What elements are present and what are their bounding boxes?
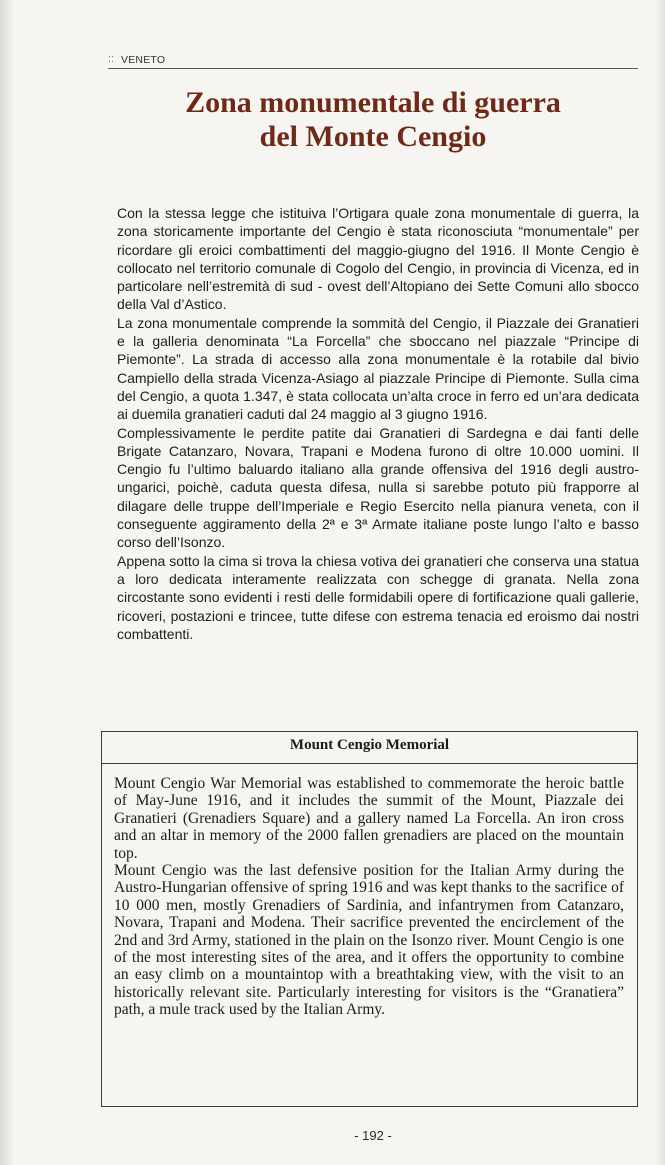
box-paragraph-1: Mount Cengio War Memorial was established to commemorate the heroic battle of May-June 1916, and it includes the summit of the Mount, Piazzale dei Granatieri (Grenadiers Square) and a gallery named La Forcella. An iron cross and an altar in memory of the 2000 fallen grenadiers are placed on the mountain top. — [114, 775, 624, 862]
page-edge-shadow — [655, 0, 665, 1165]
header-marker: :: — [108, 53, 115, 65]
box-divider — [102, 763, 637, 764]
title-line-2: del Monte Cengio — [259, 120, 487, 153]
running-header — [108, 52, 638, 69]
english-summary-box — [101, 731, 638, 1107]
box-text — [114, 775, 624, 1019]
page-title — [108, 86, 638, 154]
body-paragraph-3: Complessivamente le perdite patite dai Granatieri di Sardegna e dai fanti delle Brigate Catanzaro, Novara, Trapani e Modena furono di oltre 10.000 uomini. Il Cengio fu l’ultimo baluardo italiano alla grande offensiva del 1916 degli austro-ungarici, poichè, caduta questa difesa, nulla si sarebbe potuto più frapporre al dilagare delle truppe dell’Imperiale e Regio Esercito nella pianura veneta, con il conseguente aggiramento della 2ª e 3ª Armate italiane poste lungo l’alto e basso corso dell’Isonzo. — [117, 424, 639, 551]
body-paragraph-1: Con la stessa legge che istituiva l’Ortigara quale zona monumentale di guerra, la zona storicamente importante del Cengio è stata riconosciuta “monumentale” per ricordare gli eroici combattimenti del maggio-giugno del 1916. Il Monte Cengio è collocato nel territorio comunale di Cogolo del Cengio, in provincia di Vicenza, ed in particolare nell’estremità di sud - ovest dell’Altopiano dei Sette Comuni allo sbocco della Val d’Astico. — [117, 205, 639, 313]
body-paragraph-4: Appena sotto la cima si trova la chiesa votiva dei granatieri che conserva una statua a loro dedicata interamente realizzata con schegge di granata. Nella zona circostante sono evidenti i resti delle formidabili opere di fortificazione quali gallerie, ricoveri, postazioni e trincee, tutte difese con estrema tenacia ed eroismo dai nostri combattenti. — [117, 552, 639, 642]
italian-body-text — [117, 204, 639, 643]
page-binding-shadow — [0, 0, 14, 1165]
header-section-label: VENETO — [121, 54, 166, 66]
title-line-1: Zona monumentale di guerra — [185, 86, 561, 119]
page-number: - 192 - — [354, 1128, 392, 1143]
box-paragraph-2: Mount Cengio was the last defensive position for the Italian Army during the Austro-Hungarian offensive of spring 1916 and was kept thanks to the sacrifice of 10 000 men, mostly Grenadiers of Sardinia, and infantrymen from Catanzaro, Novara, Trapani and Modena. Their sacrifice prevented the encirclement of the 2nd and 3rd Army, stationed in the plain on the Isonzo river. Mount Cengio is one of the most interesting sites of the area, and it offers the opportunity to combine an easy climb on a mountaintop with a breathtaking view, with the visit to an historically relevant site. Particularly interesting for visitors is the “Granatiera” path, a mule track used by the Italian Army. — [114, 862, 624, 1019]
box-title: Mount Cengio Memorial — [289, 737, 450, 753]
body-paragraph-2: La zona monumentale comprende la sommità del Cengio, il Piazzale dei Granatieri e la galleria denominata “La Forcella” che sboccano nel piazzale “Principe di Piemonte”. La strada di accesso alla zona monumentale è la rotabile dal bivio Campiello della strada Vicenza-Asiago al piazzale Principe di Piemonte. Sulla cima del Cengio, a quota 1.347, è stata collocata un’alta croce in ferro ed un’ara dedicata ai duemila granatieri caduti dal 24 maggio al 3 giugno 1916. — [117, 314, 639, 423]
